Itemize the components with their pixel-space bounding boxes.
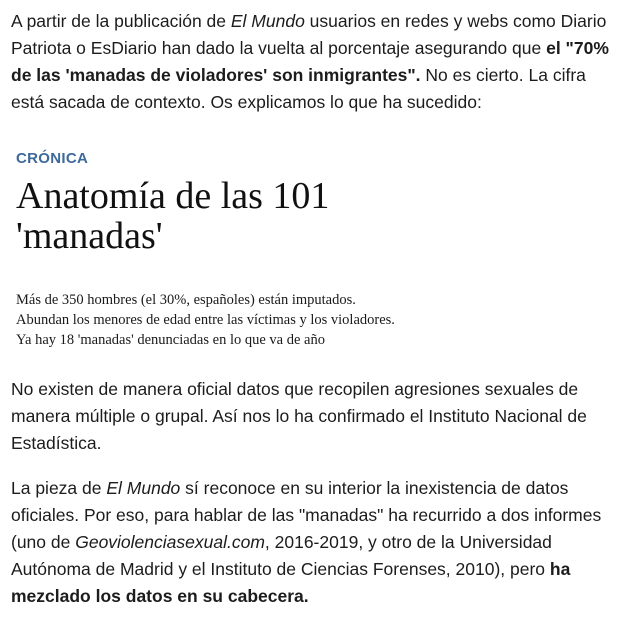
sources-text-2: sí reconoce en su interior la inexistencia de datos oficiales. Por eso, para hablar de las "manadas" ha recurrido a dos informes (uno de — [11, 478, 602, 552]
ine-paragraph: No existen de manera oficial datos que recopilen agresiones sexuales de manera múltiple o grupal. Así nos lo ha confirmado el Instituto Nacional de Estadística. — [11, 379, 587, 453]
clipping-subhead-1: Más de 350 hombres (el 30%, españoles) están imputados. — [16, 292, 356, 308]
intro-text-1: A partir de la publicación de — [11, 11, 231, 31]
clipping-subheads — [16, 290, 395, 350]
intro-text-2: usuarios en redes y webs como Diario Patriota o EsDiario han dado la vuelta al porcentaje asegurando que — [11, 11, 607, 58]
clipping-headline: Anatomía de las 101 'manadas' — [16, 175, 330, 257]
intro-newspaper-name: El Mundo — [230, 11, 305, 31]
sources-text-3: , 2016-2019, y otro de la Universidad Autónoma de Madrid y el Instituto de Ciencias Forenses, 2010), pero — [11, 532, 552, 579]
sources-paragraph — [11, 475, 623, 610]
sources-newspaper-name: El Mundo — [106, 478, 181, 498]
intro-claim: el "70% de las 'manadas de violadores' son inmigrantes". — [11, 38, 609, 85]
intro-paragraph — [11, 8, 623, 116]
clipping-subhead-3: Ya hay 18 'manadas' denunciadas en lo que va de año — [16, 332, 325, 348]
clipping-subhead-2: Abundan los menores de edad entre las víctimas y los violadores. — [16, 312, 395, 328]
intro-text-3: No es cierto. La cifra está sacada de contexto. Os explicamos lo que ha sucedido: — [11, 65, 586, 112]
sources-conclusion: ha mezclado los datos en su cabecera. — [11, 559, 571, 606]
clipping-kicker: CRÓNICA — [16, 150, 89, 167]
sources-website-name: Geoviolenciasexual.com — [75, 532, 265, 552]
sources-text-1: La pieza de — [11, 478, 107, 498]
newspaper-clipping — [16, 148, 616, 348]
